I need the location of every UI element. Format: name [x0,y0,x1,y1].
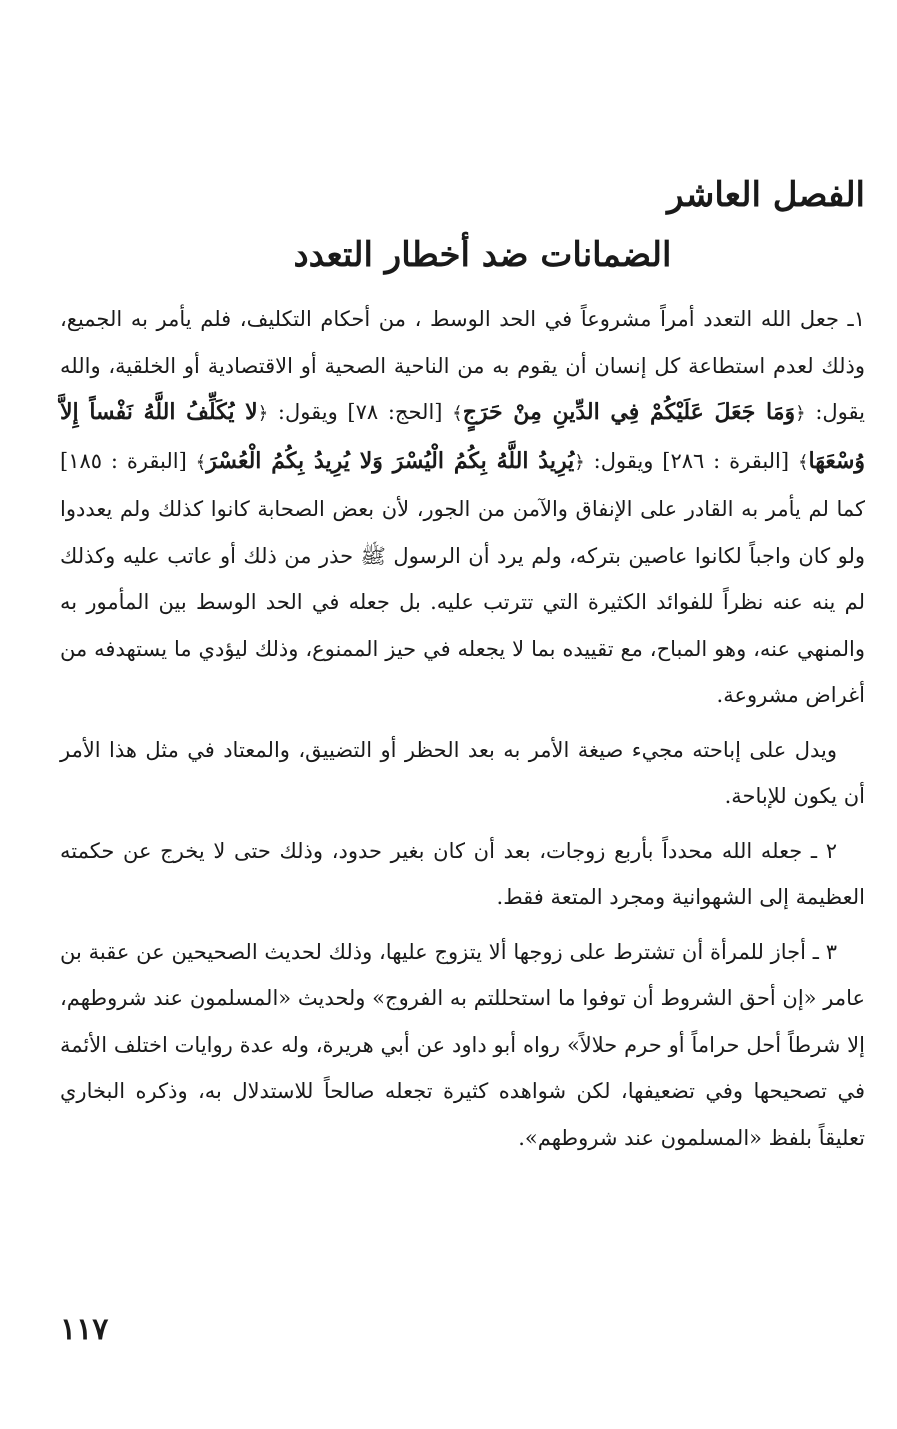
verse-bracket-close: ﴾ [195,451,207,473]
paragraph-1-text-c: [البقرة : ٢٨٦] ويقول: [584,448,798,473]
verse-bracket-open: ﴿ [795,403,806,424]
verse-bracket-open: ﴿ [257,403,269,424]
chapter-label: الفصل العاشر [667,175,865,215]
paragraph-1 [60,296,865,719]
paragraph-2: ويدل على إباحته مجيء صيغة الأمر به بعد الحظر أو التضييق، والمعتاد في مثل هذا الأمر أن يكون للإباحة. [60,737,865,808]
paragraph-1-text-b: [الحج: ٧٨] ويقول: [268,400,453,424]
verse-bracket-close: ﴾ [797,451,809,473]
page-number: ١١٧ [60,1312,109,1347]
quran-verse-baqarah-185: يُرِيدُ اللَّهُ بِكُمُ الْيُسْرَ وَلا يُرِيدُ بِكُمُ الْعُسْرَ [206,447,575,474]
verse-bracket-open: ﴿ [574,451,585,473]
quran-verse-hajj-78: وَمَا جَعَلَ عَلَيْكُمْ فِي الدِّينِ مِنْ حَرَجٍ [462,399,796,425]
book-page [60,0,865,1429]
paragraph-1-text-a: ١ـ جعل الله التعدد أمراً مشروعاً في الحد الوسط ، من أحكام التكليف، فلم يأمر به الجميع، وذلك لعدم استطاعة كل إنسان أن يقوم به من الناحية الصحية أو الاقتصادية أو الخلقية، والله يقول: [60,307,865,424]
chapter-title: الضمانات ضد أخطار التعدد [293,235,672,275]
paragraph-1-text-d: [البقرة : ١٨٥] كما لم يأمر به القادر على الإنفاق والآمن من الجور، لأن بعض الصحابة كانوا كذلك ولم يعددوا ولو كان واجباً لكانوا عاصين بتركه، ولم يرد أن الرسول ﷺ حذر من ذلك أو عاتب عليه وكذلك لم ينه عنه نظراً للفوائد الكثيرة التي تترتب عليه. بل جعله في الحد الوسط بين المأمور به والمنهي عنه، وهو المباح، مع تقييده بما لا يجعله في حيز الممنوع، وذلك ليؤدي ما يستهدفه من أغراض مشروعة. [60,448,865,707]
paragraph-3: ٢ ـ جعله الله محدداً بأربع زوجات، بعد أن كان بغير حدود، وذلك حتى لا يخرج عن حكمته العظيمة إلى الشهوانية ومجرد المتعة فقط. [60,838,865,909]
paragraph-4: ٣ ـ أجاز للمرأة أن تشترط على زوجها ألا يتزوج عليها، وذلك لحديث الصحيحين عن عقبة بن عامر «إن أحق الشروط أن توفوا ما استحللتم به الفروج» ولحديث «المسلمون عند شروطهم، إلا شرطاً أحل حراماً أو حرم حلالاً» رواه أبو داود عن أبي هريرة، وله عدة روايات اختلف الأئمة في تصحيحها وفي تضعيفها، لكن شواهده كثيرة تجعله صالحاً للاستدلال به، وذكره البخاري تعليقاً بلفظ «المسلمون عند شروطهم». [60,939,865,1150]
verse-bracket-close: ﴾ [452,403,463,424]
quran-verse-baqarah-286: لا يُكَلِّفُ اللَّهُ نَفْساً إِلاَّ وُسْعَهَا [60,399,865,474]
chapter-body [60,296,865,1169]
